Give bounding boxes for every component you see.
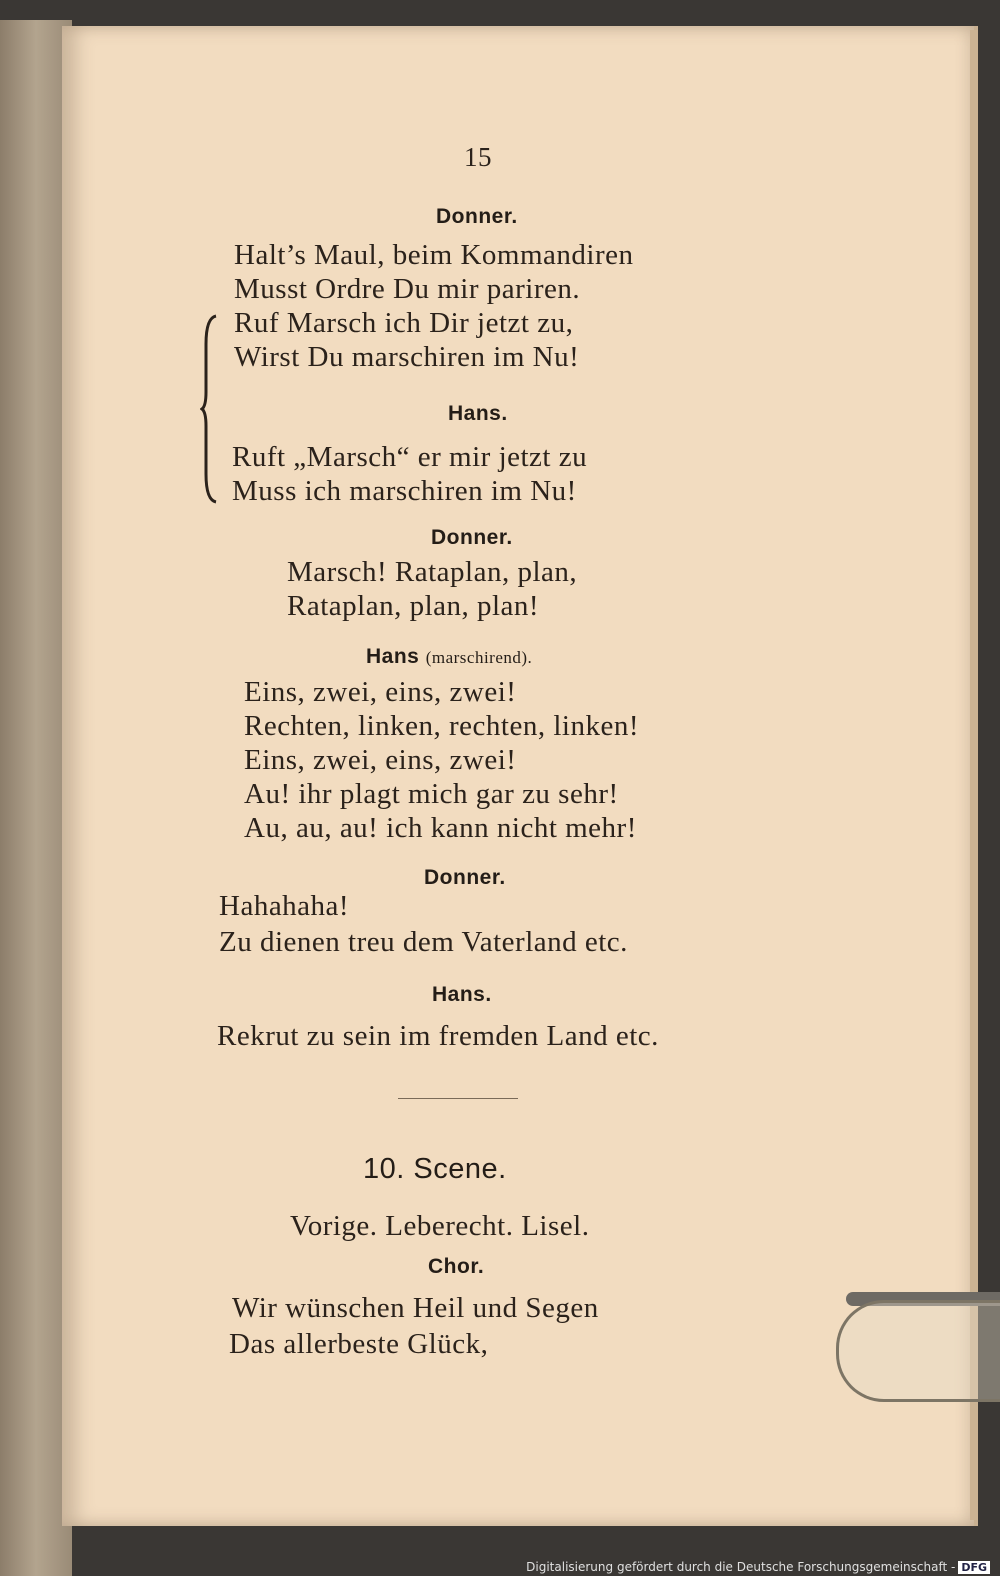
dfg-logo: DFG [958, 1561, 990, 1574]
verse-line: Wir wünschen Heil und Segen [232, 1292, 599, 1324]
speaker-name: Hans [366, 645, 420, 668]
verse-line: Au, au, au! ich kann nicht mehr! [244, 812, 637, 844]
scene-cast: Vorige. Leberecht. Lisel. [290, 1210, 590, 1242]
verse-line: Musst Ordre Du mir pariren. [234, 273, 581, 305]
verse-line: Wirst Du marschiren im Nu! [234, 341, 580, 373]
digitization-credit [526, 1560, 990, 1574]
verse-line: Hahahaha! [219, 890, 350, 922]
verse-line: Zu dienen treu dem Vaterland etc. [219, 926, 628, 958]
curly-brace-icon [200, 314, 222, 504]
scene-title: 10. Scene. [363, 1153, 507, 1185]
page-number: 15 [464, 142, 492, 172]
verse-line: Rekrut zu sein im fremden Land etc. [217, 1020, 659, 1052]
verse-line: Muss ich marschiren im Nu! [232, 475, 577, 507]
credit-text: Digitalisierung gefördert durch die Deutsche Forschungsgemeinschaft - [526, 1560, 956, 1574]
speaker-label [366, 645, 532, 669]
verse-line: Marsch! Rataplan, plan, [287, 556, 578, 588]
verse-line: Das allerbeste Glück, [229, 1328, 489, 1360]
speaker-label: Donner. [431, 526, 513, 549]
verse-line: Ruf Marsch ich Dir jetzt zu, [234, 307, 574, 339]
speaker-label: Hans. [448, 402, 508, 425]
speaker-label: Chor. [428, 1255, 485, 1278]
stage-direction: (marschirend). [425, 648, 533, 667]
speaker-label: Donner. [436, 205, 518, 228]
verse-line: Ruft „Marsch“ er mir jetzt zu [232, 441, 588, 473]
verse-line: Halt’s Maul, beim Kommandiren [234, 239, 634, 271]
verse-line: Rataplan, plan, plan! [287, 590, 540, 622]
section-divider [398, 1098, 518, 1099]
speaker-label: Donner. [424, 866, 506, 889]
verse-line: Au! ihr plagt mich gar zu sehr! [244, 778, 619, 810]
speaker-label: Hans. [432, 983, 492, 1006]
page-clip [836, 1300, 1000, 1402]
verse-line: Rechten, linken, rechten, linken! [244, 710, 639, 742]
verse-line: Eins, zwei, eins, zwei! [244, 676, 517, 708]
verse-line: Eins, zwei, eins, zwei! [244, 744, 517, 776]
